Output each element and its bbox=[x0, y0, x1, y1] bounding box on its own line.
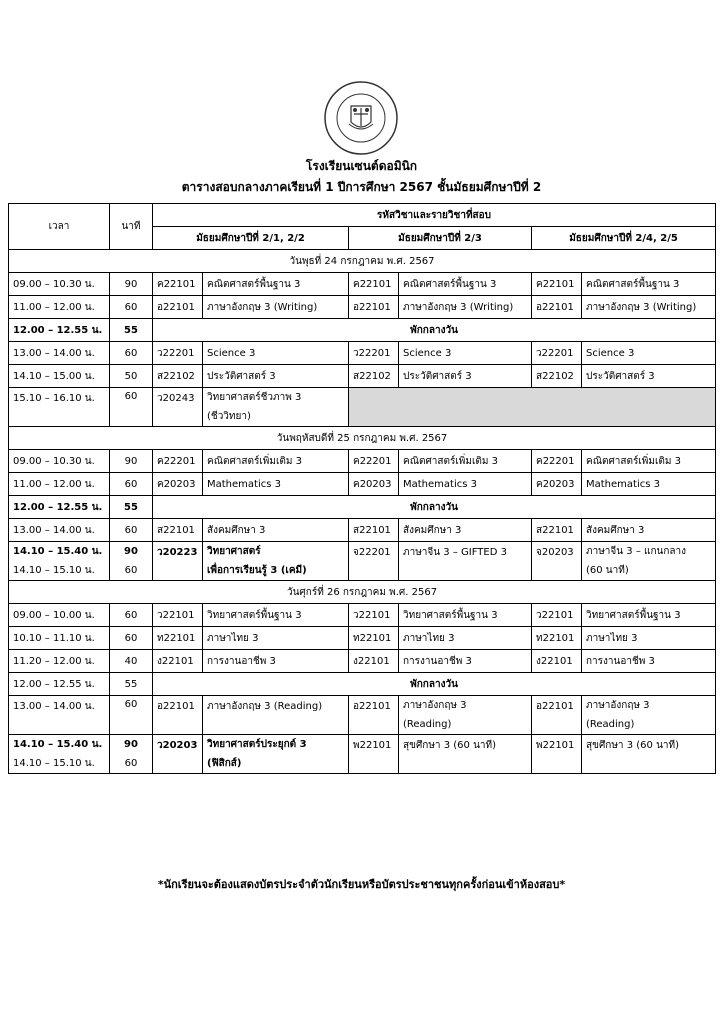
subject-cell: คณิตศาสตร์เพิ่มเติม 3 bbox=[399, 450, 532, 473]
table-row bbox=[9, 519, 716, 542]
time-cell: 15.10 – 16.10 น. bbox=[9, 388, 110, 427]
code-cell: ส22102 bbox=[153, 365, 203, 388]
time-cell: 12.00 – 12.55 น. bbox=[9, 496, 110, 519]
code-cell: ง22101 bbox=[532, 650, 582, 673]
header-time: เวลา bbox=[9, 204, 110, 250]
code-cell: จ22201 bbox=[349, 542, 399, 581]
minutes-cell bbox=[110, 542, 153, 581]
code-cell: ค20203 bbox=[532, 473, 582, 496]
minutes-cell bbox=[110, 735, 153, 774]
subject-cell: คณิตศาสตร์เพิ่มเติม 3 bbox=[203, 450, 349, 473]
page-title: ตารางสอบกลางภาคเรียนที่ 1 ปีการศึกษา 2567 ชั้นมัธยมศึกษาปีที่ 2 bbox=[181, 180, 542, 194]
table-row bbox=[9, 650, 716, 673]
subject-cell: การงานอาชีพ 3 bbox=[582, 650, 716, 673]
code-cell: ค20203 bbox=[349, 473, 399, 496]
time-cell: 11.20 – 12.00 น. bbox=[9, 650, 110, 673]
subject-line: ภาษาจีน 3 – แกนกลาง bbox=[586, 546, 687, 557]
header-subjects: รหัสวิชาและรายวิชาที่สอบ bbox=[153, 204, 716, 227]
subject-cell: Mathematics 3 bbox=[399, 473, 532, 496]
time-cell: 13.00 – 14.00 น. bbox=[9, 342, 110, 365]
time-cell: 09.00 – 10.30 น. bbox=[9, 450, 110, 473]
code-cell: ว22201 bbox=[532, 342, 582, 365]
code-cell: ว20223 bbox=[153, 542, 203, 581]
minutes-cell: 90 bbox=[110, 450, 153, 473]
break-label: พักกลางวัน bbox=[153, 673, 716, 696]
subject-cell bbox=[399, 696, 532, 735]
break-row bbox=[9, 496, 716, 519]
break-label: พักกลางวัน bbox=[153, 496, 716, 519]
subject-cell: คณิตศาสตร์พื้นฐาน 3 bbox=[203, 273, 349, 296]
time-line: 14.10 – 15.40 น. bbox=[13, 739, 103, 750]
minutes-line: 60 bbox=[124, 758, 138, 769]
subject-cell: การงานอาชีพ 3 bbox=[399, 650, 532, 673]
minutes-cell: 60 bbox=[110, 627, 153, 650]
time-cell: 11.00 – 12.00 น. bbox=[9, 473, 110, 496]
code-cell: พ22101 bbox=[349, 735, 399, 774]
code-cell: ว22101 bbox=[153, 604, 203, 627]
code-cell: จ20203 bbox=[532, 542, 582, 581]
code-cell: ท22101 bbox=[153, 627, 203, 650]
subject-cell bbox=[203, 735, 349, 774]
code-cell: ค22101 bbox=[532, 273, 582, 296]
code-cell: ส22101 bbox=[532, 519, 582, 542]
subject-line: วิทยาศาสตร์ชีวภาพ 3 bbox=[207, 392, 302, 403]
minutes-cell: 55 bbox=[110, 319, 153, 342]
header-group-2: มัธยมศึกษาปีที่ 2/3 bbox=[349, 227, 532, 250]
minutes-cell: 60 bbox=[110, 519, 153, 542]
minutes-cell: 90 bbox=[110, 273, 153, 296]
exam-schedule-table bbox=[8, 203, 716, 774]
table-row bbox=[9, 627, 716, 650]
table-row bbox=[9, 388, 716, 427]
code-cell: ค20203 bbox=[153, 473, 203, 496]
time-line: 14.10 – 15.10 น. bbox=[13, 565, 95, 576]
minutes-cell: 55 bbox=[110, 496, 153, 519]
subject-cell: ภาษาอังกฤษ 3 (Reading) bbox=[203, 696, 349, 735]
subject-line: (ชีววิทยา) bbox=[207, 411, 251, 422]
minutes-cell: 40 bbox=[110, 650, 153, 673]
minutes-line: 90 bbox=[124, 739, 138, 750]
subject-line: ภาษาอังกฤษ 3 bbox=[586, 700, 650, 711]
code-cell: ส22101 bbox=[349, 519, 399, 542]
subject-cell: คณิตศาสตร์พื้นฐาน 3 bbox=[399, 273, 532, 296]
subject-cell: ประวัติศาสตร์ 3 bbox=[203, 365, 349, 388]
time-cell bbox=[9, 735, 110, 774]
minutes-cell: 60 bbox=[110, 604, 153, 627]
table-row bbox=[9, 542, 716, 581]
break-row bbox=[9, 319, 716, 342]
subject-cell: วิทยาศาสตร์พื้นฐาน 3 bbox=[203, 604, 349, 627]
subject-cell: สังคมศึกษา 3 bbox=[582, 519, 716, 542]
school-name: โรงเรียนเซนต์ดอมินิก bbox=[305, 159, 418, 173]
break-label: พักกลางวัน bbox=[153, 319, 716, 342]
time-cell: 12.00 – 12.55 น. bbox=[9, 673, 110, 696]
subject-cell: ประวัติศาสตร์ 3 bbox=[582, 365, 716, 388]
code-cell: อ22101 bbox=[532, 696, 582, 735]
subject-cell: การงานอาชีพ 3 bbox=[203, 650, 349, 673]
subject-cell: Science 3 bbox=[582, 342, 716, 365]
minutes-cell: 60 bbox=[110, 473, 153, 496]
subject-cell: ภาษาไทย 3 bbox=[399, 627, 532, 650]
subject-cell: ภาษาไทย 3 bbox=[582, 627, 716, 650]
subject-cell bbox=[582, 542, 716, 581]
subject-cell: Science 3 bbox=[399, 342, 532, 365]
empty-shaded-cell bbox=[349, 388, 716, 427]
break-row bbox=[9, 673, 716, 696]
time-line: 14.10 – 15.40 น. bbox=[13, 546, 103, 557]
time-cell: 09.00 – 10.00 น. bbox=[9, 604, 110, 627]
header-minutes: นาที bbox=[110, 204, 153, 250]
minutes-cell: 50 bbox=[110, 365, 153, 388]
minutes-cell: 60 bbox=[110, 388, 153, 427]
subject-cell: วิทยาศาสตร์พื้นฐาน 3 bbox=[399, 604, 532, 627]
subject-line: เพื่อการเรียนรู้ 3 (เคมี) bbox=[207, 565, 307, 576]
subject-cell: สังคมศึกษา 3 bbox=[399, 519, 532, 542]
time-cell: 13.00 – 14.00 น. bbox=[9, 519, 110, 542]
code-cell: อ22101 bbox=[349, 296, 399, 319]
code-cell: ส22102 bbox=[532, 365, 582, 388]
header-group-1: มัธยมศึกษาปีที่ 2/1, 2/2 bbox=[153, 227, 349, 250]
subject-line: (60 นาที) bbox=[586, 565, 629, 576]
code-cell: อ22101 bbox=[532, 296, 582, 319]
subject-line: วิทยาศาสตร์ประยุกต์ 3 bbox=[207, 739, 307, 750]
subject-cell: ภาษาอังกฤษ 3 (Writing) bbox=[399, 296, 532, 319]
code-cell: อ22101 bbox=[349, 696, 399, 735]
day-title: วันพฤหัสบดีที่ 25 กรกฎาคม พ.ศ. 2567 bbox=[9, 427, 716, 450]
header-group-3: มัธยมศึกษาปีที่ 2/4, 2/5 bbox=[532, 227, 716, 250]
minutes-line: 90 bbox=[124, 546, 138, 557]
time-cell: 13.00 – 14.00 น. bbox=[9, 696, 110, 735]
code-cell: ง22101 bbox=[349, 650, 399, 673]
code-cell: ว20203 bbox=[153, 735, 203, 774]
minutes-cell: 55 bbox=[110, 673, 153, 696]
code-cell: ค22201 bbox=[153, 450, 203, 473]
time-cell: 11.00 – 12.00 น. bbox=[9, 296, 110, 319]
subject-cell bbox=[582, 696, 716, 735]
subject-cell: วิทยาศาสตร์พื้นฐาน 3 bbox=[582, 604, 716, 627]
subject-cell bbox=[203, 388, 349, 427]
time-cell: 09.00 – 10.30 น. bbox=[9, 273, 110, 296]
table-row bbox=[9, 273, 716, 296]
time-line: 14.10 – 15.10 น. bbox=[13, 758, 95, 769]
time-cell: 14.10 – 15.00 น. bbox=[9, 365, 110, 388]
day-title: วันพุธที่ 24 กรกฎาคม พ.ศ. 2567 bbox=[9, 250, 716, 273]
subject-cell: สุขศึกษา 3 (60 นาที) bbox=[582, 735, 716, 774]
subject-cell: คณิตศาสตร์เพิ่มเติม 3 bbox=[582, 450, 716, 473]
code-cell: ท22101 bbox=[532, 627, 582, 650]
code-cell: พ22101 bbox=[532, 735, 582, 774]
day-title: วันศุกร์ที่ 26 กรกฎาคม พ.ศ. 2567 bbox=[9, 581, 716, 604]
code-cell: ค22201 bbox=[532, 450, 582, 473]
code-cell: ค22101 bbox=[349, 273, 399, 296]
code-cell: อ22101 bbox=[153, 696, 203, 735]
code-cell: ค22101 bbox=[153, 273, 203, 296]
subject-cell: สังคมศึกษา 3 bbox=[203, 519, 349, 542]
code-cell: อ22101 bbox=[153, 296, 203, 319]
time-cell: 10.10 – 11.10 น. bbox=[9, 627, 110, 650]
code-cell: ส22102 bbox=[349, 365, 399, 388]
minutes-cell: 60 bbox=[110, 296, 153, 319]
table-row bbox=[9, 604, 716, 627]
subject-cell: Science 3 bbox=[203, 342, 349, 365]
table-row bbox=[9, 696, 716, 735]
subject-line: วิทยาศาสตร์ bbox=[207, 546, 261, 557]
subject-line: (Reading) bbox=[586, 719, 635, 730]
subject-line: (ฟิสิกส์) bbox=[207, 758, 242, 769]
code-cell: ค22201 bbox=[349, 450, 399, 473]
code-cell: ว22201 bbox=[349, 342, 399, 365]
code-cell: ว20243 bbox=[153, 388, 203, 427]
subject-cell: Mathematics 3 bbox=[582, 473, 716, 496]
table-row bbox=[9, 365, 716, 388]
subject-cell: ภาษาอังกฤษ 3 (Writing) bbox=[582, 296, 716, 319]
subject-cell: ภาษาจีน 3 – GIFTED 3 bbox=[399, 542, 532, 581]
table-row bbox=[9, 342, 716, 365]
footer-note: *นักเรียนจะต้องแสดงบัตรประจำตัวนักเรียนหรือบัตรประชาชนทุกครั้งก่อนเข้าห้องสอบ* bbox=[157, 878, 566, 891]
table-row bbox=[9, 735, 716, 774]
subject-line: (Reading) bbox=[403, 719, 452, 730]
subject-line: ภาษาอังกฤษ 3 bbox=[403, 700, 467, 711]
code-cell: ว22101 bbox=[532, 604, 582, 627]
minutes-cell: 60 bbox=[110, 342, 153, 365]
time-cell: 12.00 – 12.55 น. bbox=[9, 319, 110, 342]
subject-cell: ภาษาอังกฤษ 3 (Writing) bbox=[203, 296, 349, 319]
time-cell bbox=[9, 542, 110, 581]
code-cell: ท22101 bbox=[349, 627, 399, 650]
subject-cell: สุขศึกษา 3 (60 นาที) bbox=[399, 735, 532, 774]
subject-cell: Mathematics 3 bbox=[203, 473, 349, 496]
table-row bbox=[9, 450, 716, 473]
table-row bbox=[9, 296, 716, 319]
table-row bbox=[9, 473, 716, 496]
code-cell: ว22201 bbox=[153, 342, 203, 365]
minutes-line: 60 bbox=[124, 565, 138, 576]
code-cell: ง22101 bbox=[153, 650, 203, 673]
subject-cell: ภาษาไทย 3 bbox=[203, 627, 349, 650]
code-cell: ส22101 bbox=[153, 519, 203, 542]
subject-cell bbox=[203, 542, 349, 581]
subject-cell: คณิตศาสตร์พื้นฐาน 3 bbox=[582, 273, 716, 296]
minutes-cell: 60 bbox=[110, 696, 153, 735]
subject-cell: ประวัติศาสตร์ 3 bbox=[399, 365, 532, 388]
school-seal-logo bbox=[323, 80, 399, 156]
code-cell: ว22101 bbox=[349, 604, 399, 627]
